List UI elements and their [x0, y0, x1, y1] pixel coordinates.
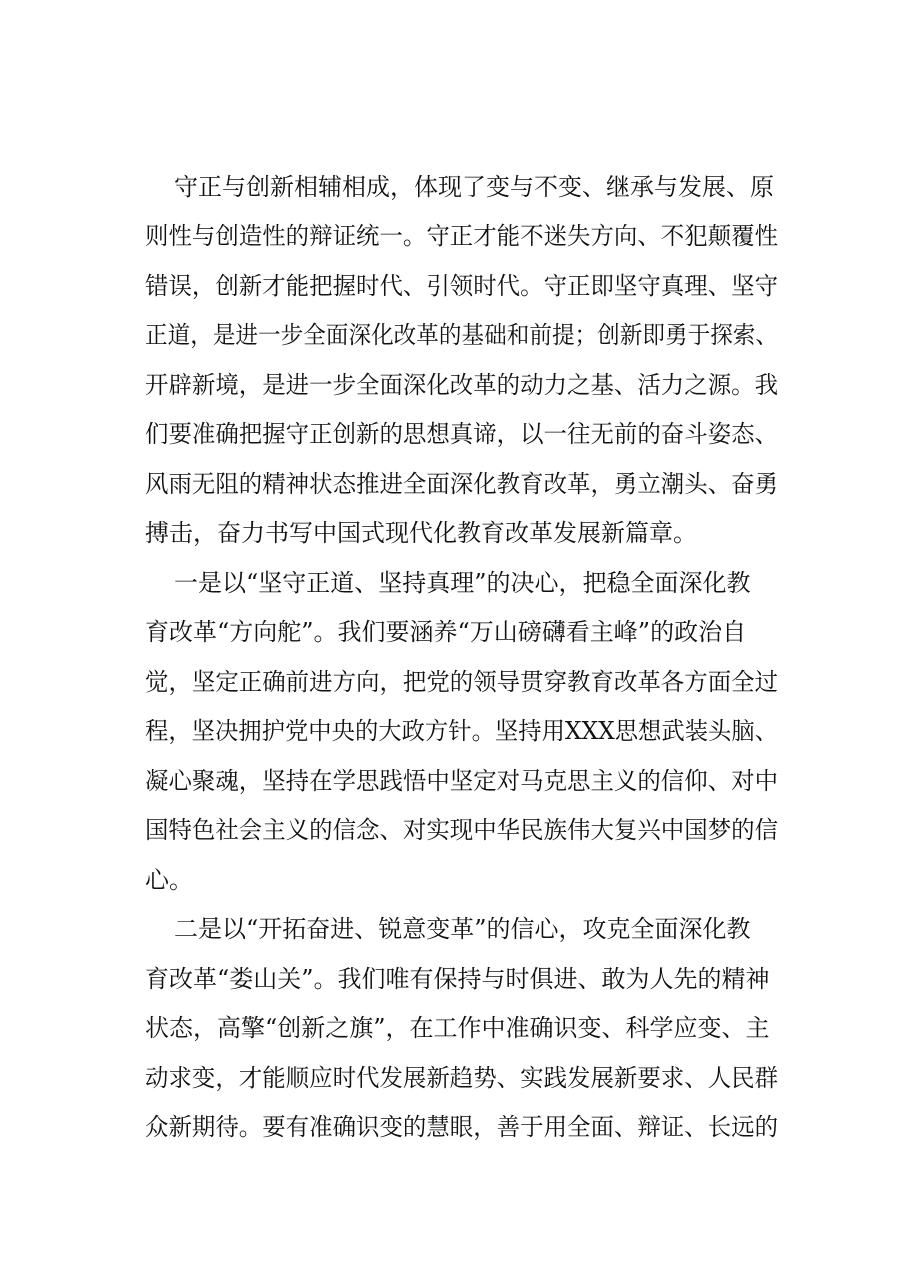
- paragraph-1-line-8: [0, 517, 909, 549]
- paragraph-3-line-1: [0, 913, 909, 945]
- text-line: 一是以“坚守正道、坚持真理”的决心，把稳全面深化教: [174, 569, 751, 597]
- paragraph-2-line-1: [0, 567, 909, 599]
- paragraph-2-line-6: [0, 814, 909, 846]
- paragraph-2-line-4: [0, 715, 909, 747]
- paragraph-1-line-4: [0, 319, 909, 351]
- paragraph-1-line-2: [0, 220, 909, 252]
- text-line: 状态，高擎“创新之旗”，在工作中准确识变、科学应变、主: [145, 1014, 770, 1042]
- paragraph-2-line-2: [0, 616, 909, 648]
- text-line: 国特色社会主义的信念、对实现中华民族伟大复兴中国梦的信: [145, 816, 779, 844]
- text-line: 二是以“开拓奋进、锐意变革”的信心，攻克全面深化教: [174, 915, 751, 943]
- paragraph-1-line-1: [0, 171, 909, 203]
- text-line: 觉，坚定正确前进方向，把党的领导贯穿教育改革各方面全过: [145, 668, 779, 696]
- text-line: 则性与创造性的辩证统一。守正才能不迷失方向、不犯颠覆性: [145, 222, 779, 250]
- paragraph-2-line-3: [0, 666, 909, 698]
- text-line: 风雨无阻的精神状态推进全面深化教育改革，勇立潮头、奋勇: [145, 470, 779, 498]
- paragraph-2-line-7: [0, 864, 909, 896]
- text-line: 错误，创新才能把握时代、引领时代。守正即坚守真理、坚守: [145, 272, 779, 300]
- text-line: 正道，是进一步全面深化改革的基础和前提；创新即勇于探索、: [145, 321, 779, 349]
- text-line: 搏击，奋力书写中国式现代化教育改革发展新篇章。: [145, 519, 697, 547]
- paragraph-3-line-5: [0, 1111, 909, 1143]
- paragraph-1-line-5: [0, 369, 909, 401]
- text-line: 育改革“娄山关”。我们唯有保持与时俱进、敢为人先的精神: [145, 965, 770, 993]
- text-line: 程，坚决拥护党中央的大政方针。坚持用XXX思想武装头脑、: [145, 717, 779, 745]
- text-line: 心。: [145, 866, 193, 894]
- text-line: 动求变，才能顺应时代发展新趋势、实践发展新要求、人民群: [145, 1064, 779, 1092]
- text-line: 凝心聚魂，坚持在学思践悟中坚定对马克思主义的信仰、对中: [145, 767, 779, 795]
- text-line: 守正与创新相辅相成，体现了变与不变、继承与发展、原: [174, 173, 774, 201]
- text-line: 开辟新境，是进一步全面深化改革的动力之基、活力之源。我: [145, 371, 779, 399]
- paragraph-3-line-3: [0, 1012, 909, 1044]
- paragraph-1-line-6: [0, 418, 909, 450]
- text-line: 育改革“方向舵”。我们要涵养“万山磅礴看主峰”的政治自: [145, 618, 747, 646]
- paragraph-3-line-4: [0, 1062, 909, 1094]
- paragraph-2-line-5: [0, 765, 909, 797]
- paragraph-1-line-3: [0, 270, 909, 302]
- paragraph-3-line-2: [0, 963, 909, 995]
- text-line: 们要准确把握守正创新的思想真谛，以一往无前的奋斗姿态、: [145, 420, 779, 448]
- paragraph-1-line-7: [0, 468, 909, 500]
- text-line: 众新期待。要有准确识变的慧眼，善于用全面、辩证、长远的: [145, 1113, 779, 1141]
